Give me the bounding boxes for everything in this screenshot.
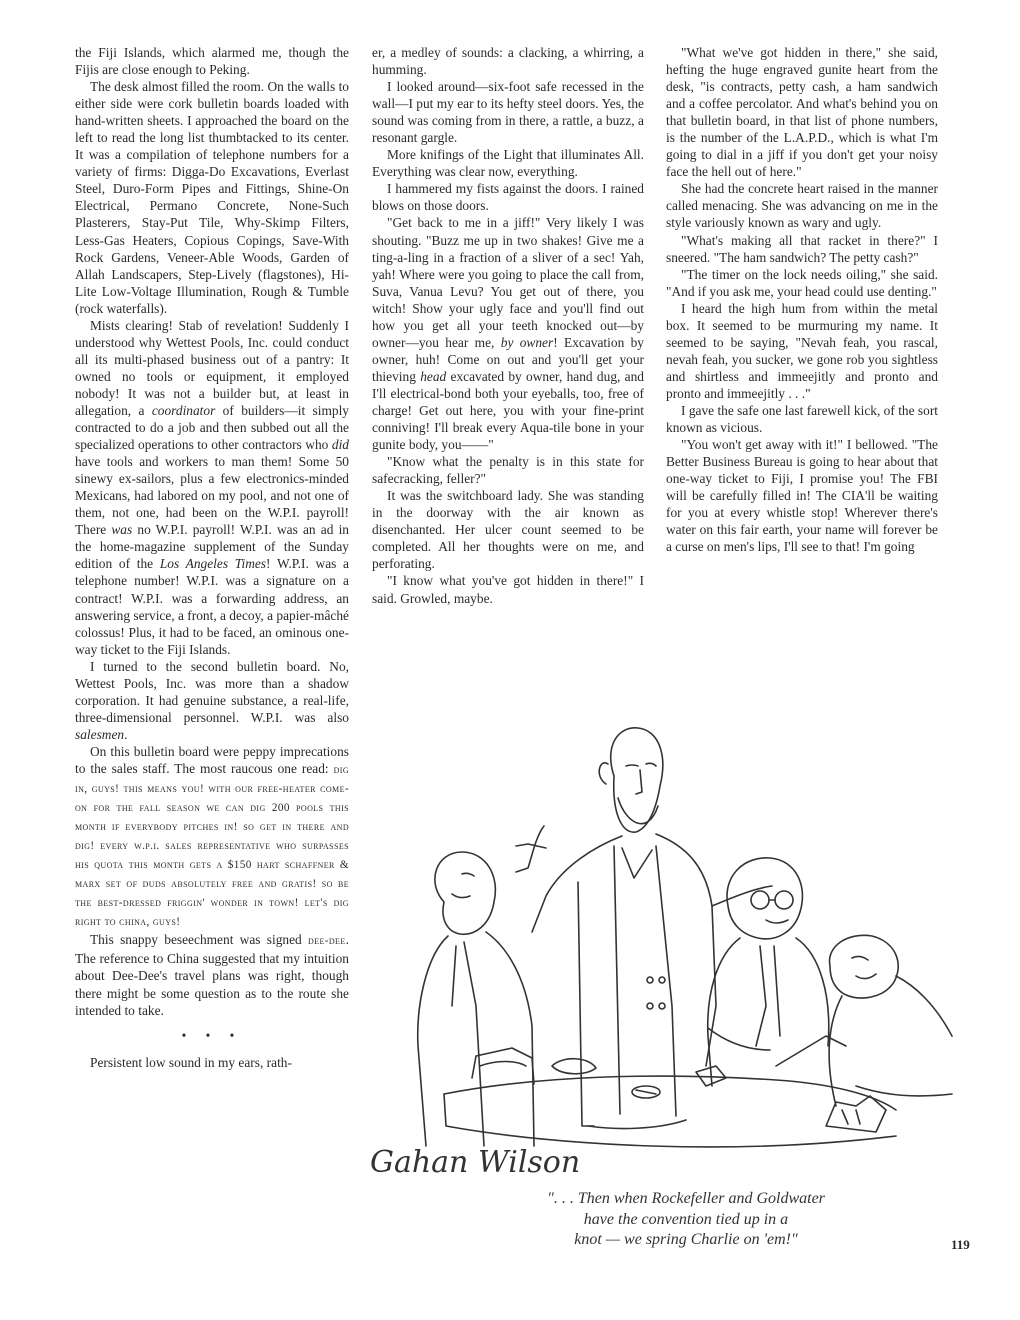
caption-line: knot — we spring Charlie on 'em!" (574, 1231, 798, 1248)
paragraph: I turned to the second bulletin board. No, Wettest Pools, Inc. was more than a shadow corporation. It had genuine substance, a real-life, three-dimensional personnel. W.P.I. was also salesmen. (75, 658, 349, 742)
desk-with-objects (444, 1048, 896, 1147)
paragraph: the Fiji Islands, which alarmed me, though the Fijis are close enough to Peking. (75, 45, 349, 78)
reclining-man-figure (776, 935, 952, 1106)
paragraph: It was the switchboard lady. She was standing in the doorway with the air known as disenchanted. Her ulcer count seemed to be completed. All her thoughts were on me, and perforating. (372, 488, 644, 572)
paragraph: The desk almost filled the room. On the walls to either side were cork bulletin boards loaded with hand-written sheets. I approached the board on the left to read the long list thumbtacked to its center. It was a compilation of telephone numbers for a variety of firms: Digga-Do Excavations, Everlast Steel, Duro-Form Pipes and Fittings, Shine-On Electrical, Permano Concrete, None-Such Plasterers, Stay-Put Tile, Why-Skimp Filters, Less-Gas Heaters, Copious Copings, Save-With Rock Gardens, Veneer-Able Woods, Garden of Allah Landscapers, Step-Lively (flagstones), Hi-Lite Low-Voltage Illumination, Rough & Tumble (rock waterfalls). (75, 79, 349, 316)
paragraph: I gave the safe one last farewell kick, of the sort known as vicious. (666, 402, 938, 436)
paragraph: "What we've got hidden in there," she said, hefting the huge engraved gunite heart from the desk, "is contracts, petty cash, a ham sandwich and a coffee percolator. And what's behind you on that bulletin board, in that list of phone numbers, is the number of the L.A.P.D., which is what I'm going to dial in a jiff if you don't get your noisy face the hell out of here." (666, 45, 938, 180)
paragraph: She had the concrete heart raised in the manner called menacing. She was advancing on me in the style variously known as wary and ugly. (666, 181, 938, 231)
text-column-3 (666, 44, 938, 555)
bulletin-text: dig in, guys! this means you! with our free-heater come-on for the fall season we can dig 200 pools this month if everybody pitches in! so get in there and dig! every w.p.i. sales representative who surpasses his quota this month gets a $150 hart schaffner & marx set of duds absolutely free and gratis! so be the best-dressed friggin' wonder in town! let's dig right to china, guys! (75, 763, 349, 929)
text-column-2 (372, 44, 644, 607)
text-column-1 (75, 44, 349, 1071)
paragraph: "You won't get away with it!" I bellowed. "The Better Business Bureau is going to hear about that one-way ticket to Fiji, I promise you! The FBI will be carefully filled in! The CIA'll be waiting for you at every whistle stop! Wherever there's water on this fair earth, your name will forever be a curse on men's lips, I'll see to that! I'm going (666, 437, 938, 555)
paragraph: Persistent low sound in my ears, rath- (90, 1054, 292, 1070)
paragraph: er, a medley of sounds: a clacking, a whirring, a humming. (372, 45, 644, 78)
paragraph: More knifings of the Light that illuminates All. Everything was clear now, everything. (372, 147, 644, 180)
left-man-figure (418, 826, 546, 1146)
paragraph: "The timer on the lock needs oiling," she said. "And if you ask me, your head could use denting." (666, 266, 938, 299)
artist-signature: Gahan Wilson (370, 1145, 581, 1180)
paragraph: On this bulletin board were peppy imprecations to the sales staff. The most raucous one read: dig in, guys! this means you! with our free-heater come-on for the fall season we can dig 200 pools this month if everybody pitches in! so get in there and dig! every w.p.i. sales representative who surpasses his quota this month gets a $150 hart schaffner & marx set of duds absolutely free and gratis! so be the best-dressed friggin' wonder in town! let's dig right to china, guys! (75, 743, 349, 929)
paragraph: "What's making all that racket in there?" I sneered. "The ham sandwich? The petty cash?" (666, 232, 938, 265)
bald-man-figure (708, 858, 829, 1086)
section-break: • • • (181, 1027, 243, 1043)
caption-line: have the convention tied up in a (583, 1210, 789, 1228)
paragraph: "Get back to me in a jiff!" Very likely I was shouting. "Buzz me up in two shakes! Give me a ting-a-ling in a fraction of a sliver of a sec! Yah, yah! Where were you going to place the call from, Suva, Vanua Levu? You get out of there, you witch! Show your ugly face and you'll find out how you get all your teeth knocked out—by owner—you hear me, by owner! Excavation by owner, huh! Come on out and you'll get your thieving head excavated by owner, hand dug, and I'll electrical-bond both your eyeballs, too, free of charge! Get out here, you with your fine-print conniving! I'll break every Aqua-tile bone in your gunite body, you——" (372, 215, 645, 453)
cartoon-illustration (356, 706, 958, 1200)
cartoon-caption (466, 1189, 906, 1251)
paragraph: "I know what you've got hidden in there!" I said. Growled, maybe. (372, 573, 644, 606)
paragraph: This snappy beseechment was signed dee-dee. The reference to China suggested that my intuition about Dee-Dee's travel plans was right, though there might be some question as to the route she intended to take. (75, 932, 349, 1018)
paragraph: Mists clearing! Stab of revelation! Suddenly I understood why Wettest Pools, Inc. could conduct all its multi-phased business out of a pantry: It owned no tools or equipment, it employed nobody! It was not a builder but, at least in allegation, a coordinator of builders—it simply contracted to do a job and then subbed out all the specialized operations to other contractors who did have tools and workers to man them! Some 50 sinewy ex-sailors, plus a few electronics-minded Mexicans, had labored on my pool, and not one of them, not one, had been on the W.P.I. payroll! There was no W.P.I. payroll! W.P.I. was an ad in the home-magazine supplement of the Sunday edition of the Los Angeles Times! W.P.I. was a telephone number! W.P.I. was a signature on a contract! W.P.I. was a forwarding address, an answering service, a front, a decoy, a papier-mâché colossus! Plus, it had to be faced, an ominous one-way ticket to the Fiji Islands. (75, 317, 350, 657)
paragraph: I heard the high hum from within the metal box. It seemed to be murmuring my name. It seemed to be saying, "Nevah feah, you rascal, nevah feah, you sucker, we gone rob you sightless and shirtless and immeejitly and pronto and pronto and immeejitly . . ." (666, 300, 938, 401)
paragraph: I looked around—six-foot safe recessed in the wall—I put my ear to its hefty steel doors. Yes, the sound was coming from in there, a rattle, a buzz, a resonant gargle. (372, 79, 644, 146)
tall-man-figure (532, 728, 772, 1129)
paragraph: I hammered my fists against the doors. I rained blows on those doors. (372, 181, 644, 214)
page-number: 119 (951, 1237, 970, 1252)
paragraph: "Know what the penalty is in this state for safecracking, feller?" (372, 454, 644, 487)
caption-line: ". . . Then when Rockefeller and Goldwater (547, 1190, 825, 1207)
